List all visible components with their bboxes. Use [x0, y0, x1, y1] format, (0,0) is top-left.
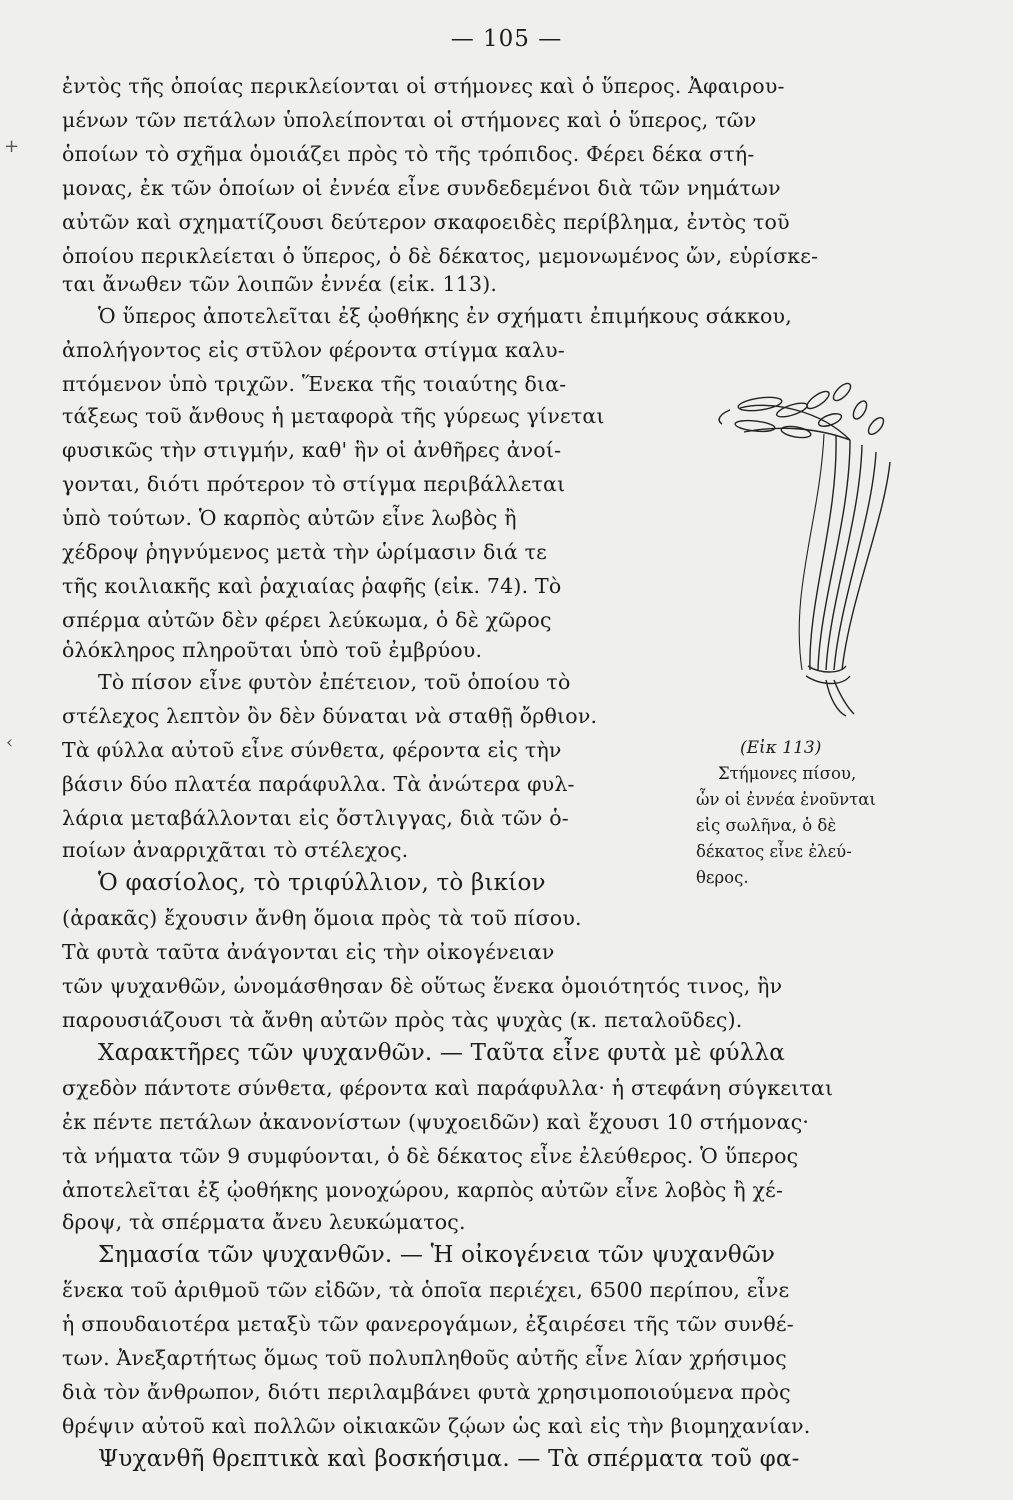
figure-caption-line: θερος.: [696, 868, 749, 887]
text-line: γονται, διότι πρότερον τὸ στίγμα περιβάλλεται: [62, 472, 566, 496]
text-line: ἀπολήγοντος εἰς στῦλον φέροντα στίγμα καλυ-: [62, 338, 565, 362]
figure-caption-line: ὧν οἱ ἐννέα ἑνοῦνται: [696, 790, 876, 809]
text-line: δροψ, τὰ σπέρματα ἄνευ λευκώματος.: [62, 1210, 466, 1234]
text-line: φυσικῶς τὴν στιγμήν, καθ' ἣν οἱ ἀνθῆρες ἀνοί-: [62, 438, 562, 462]
text-line: Τὰ φύλλα αὐτοῦ εἶνε σύνθετα, φέροντα εἰς τὴν: [62, 738, 562, 762]
stamens-illustration: [700, 370, 930, 720]
text-line: τάξεως τοῦ ἄνθους ἡ μεταφορὰ τῆς γύρεως γίνεται: [62, 404, 605, 428]
text-line: Ὁ ὕπερος ἀποτελεῖται ἐξ ᾠοθήκης ἐν σχήματι ἐπιμήκους σάκκου,: [98, 304, 792, 328]
figure-caption-line: εἰς σωλῆνα, ὁ δὲ: [696, 816, 837, 835]
text-line: τὰ νήματα τῶν 9 συμφύονται, ὁ δὲ δέκατος εἶνε ἐλεύθερος. Ὁ ὕπερος: [62, 1144, 799, 1168]
text-line: βάσιν δύο πλατέα παράφυλλα. Τὰ ἀνώτερα φυλ-: [62, 772, 575, 796]
text-line: παρουσιάζουσι τὰ ἄνθη αὐτῶν πρὸς τὰς ψυχὰς (κ. πεταλοῦδες).: [62, 1008, 743, 1032]
text-line: ὑπὸ τούτων. Ὁ καρπὸς αὐτῶν εἶνε λωβὸς ἢ: [62, 506, 517, 530]
section-heading-line: Ψυχανθῆ θρεπτικὰ καὶ βοσκήσιμα. — Τὰ σπέρματα τοῦ φα-: [98, 1446, 800, 1472]
text-line: ἐντὸς τῆς ὁποίας περικλείονται οἱ στήμονες καὶ ὁ ὕπερος. Ἀφαιρου-: [62, 74, 785, 98]
text-line: τῆς κοιλιακῆς καὶ ῥαχιαίας ῥαφῆς (εἰκ. 74). Τὸ: [62, 574, 562, 598]
text-line: ἀποτελεῖται ἐξ ᾠοθήκης μονοχώρου, καρπὸς αὐτῶν εἶνε λοβὸς ἢ χέ-: [62, 1178, 784, 1202]
text-line: αὐτῶν καὶ σχηματίζουσι δεύτερον σκαφοειδὲς περίβλημα, ἐντὸς τοῦ: [62, 210, 790, 234]
text-line: ἕνεκα τοῦ ἀριθμοῦ τῶν εἰδῶν, τὰ ὁποῖα περιέχει, 6500 περίπου, εἶνε: [62, 1278, 790, 1302]
text-line: Τὰ φυτὰ ταῦτα ἀνάγονται εἰς τὴν οἰκογένειαν: [62, 940, 555, 964]
text-line: μένων τῶν πετάλων ὑπολείπονται οἱ στήμονες καὶ ὁ ὕπερος, τῶν: [62, 108, 757, 132]
text-line: ποίων ἀναρριχᾶται τὸ στέλεχος.: [62, 838, 409, 862]
figure-caption-line: δέκατος εἶνε ἐλεύ-: [696, 842, 852, 861]
page-number: — 105 —: [450, 26, 563, 52]
text-line: λάρια μεταβάλλονται εἰς ὄστλιγγας, διὰ τῶν ὁ-: [62, 806, 569, 830]
text-line: ὁλόκληρος πληροῦται ὑπὸ τοῦ ἐμβρύου.: [62, 638, 483, 662]
text-line: τῶν ψυχανθῶν, ὠνομάσθησαν δὲ οὕτως ἕνεκα ὁμοιότητός τινος, ἣν: [62, 974, 783, 998]
text-line: διὰ τὸν ἄνθρωπον, διότι περιλαμβάνει φυτὰ χρησιμοποιούμενα πρὸς: [62, 1380, 791, 1404]
text-line: (ἀρακᾶς) ἔχουσιν ἄνθη ὅμοια πρὸς τὰ τοῦ πίσου.: [62, 906, 582, 930]
margin-tick-mark: ‹: [6, 732, 14, 753]
section-heading-line: Σημασία τῶν ψυχανθῶν. — Ἡ οἰκογένεια τῶν ψυχανθῶν: [98, 1242, 776, 1268]
text-line: σπέρμα αὐτῶν δὲν φέρει λεύκωμα, ὁ δὲ χῶρος: [62, 608, 552, 632]
text-line: ἐκ πέντε πετάλων ἀκανονίστων (ψυχοειδῶν) καὶ ἔχουσι 10 στήμονας·: [62, 1110, 810, 1134]
text-line: Τὸ πίσον εἶνε φυτὸν ἐπέτειον, τοῦ ὁποίου τὸ: [98, 670, 571, 694]
text-line: ὁποίου περικλείεται ὁ ὕπερος, ὁ δὲ δέκατος, μεμονωμένος ὤν, εὑρίσκε-: [62, 244, 819, 268]
figure-caption-line: Στήμονες πίσου,: [718, 764, 857, 783]
text-line: θρέψιν αὐτοῦ καὶ πολλῶν οἰκιακῶν ζῴων ὡς καὶ εἰς τὴν βιομηχανίαν.: [62, 1414, 811, 1438]
text-line: σχεδὸν πάντοτε σύνθετα, φέροντα καὶ παράφυλλα· ἡ στεφάνη σύγκειται: [62, 1076, 834, 1100]
text-line: χέδροψ ῥηγνύμενος μετὰ τὴν ὡρίμασιν διά τε: [62, 540, 547, 564]
text-line: πτόμενον ὑπὸ τριχῶν. Ἕνεκα τῆς τοιαύτης δια-: [62, 372, 567, 396]
margin-cross-mark: +: [4, 136, 20, 157]
text-line: ὁποίων τὸ σχῆμα ὁμοιάζει πρὸς τὸ τῆς τρόπιδος. Φέρει δέκα στή-: [62, 142, 755, 166]
text-line: ἡ σπουδαιοτέρα μεταξὺ τῶν φανερογάμων, ἐξαιρέσει τῆς τῶν συνθέ-: [62, 1312, 794, 1336]
text-line: Ὁ φασίολος, τὸ τριφύλλιον, τὸ βικίον: [98, 870, 546, 896]
text-line: μονας, ἐκ τῶν ὁποίων οἱ ἐννέα εἶνε συνδεδεμένοι διὰ τῶν νημάτων: [62, 176, 781, 200]
text-line: των. Ἀνεξαρτήτως ὅμως τοῦ πολυπληθοῦς αὐτῆς εἶνε λίαν χρήσιμος: [62, 1346, 787, 1370]
figure-caption-title: (Εἰκ 113): [740, 738, 822, 758]
text-line: ται ἄνωθεν τῶν λοιπῶν ἐννέα (εἰκ. 113).: [62, 272, 498, 296]
text-line: στέλεχος λεπτὸν ὂν δὲν δύναται νὰ σταθῇ ὄρθιον.: [62, 704, 598, 728]
section-heading-line: Χαρακτῆρες τῶν ψυχανθῶν. — Ταῦτα εἶνε φυτὰ μὲ φύλλα: [98, 1040, 786, 1066]
